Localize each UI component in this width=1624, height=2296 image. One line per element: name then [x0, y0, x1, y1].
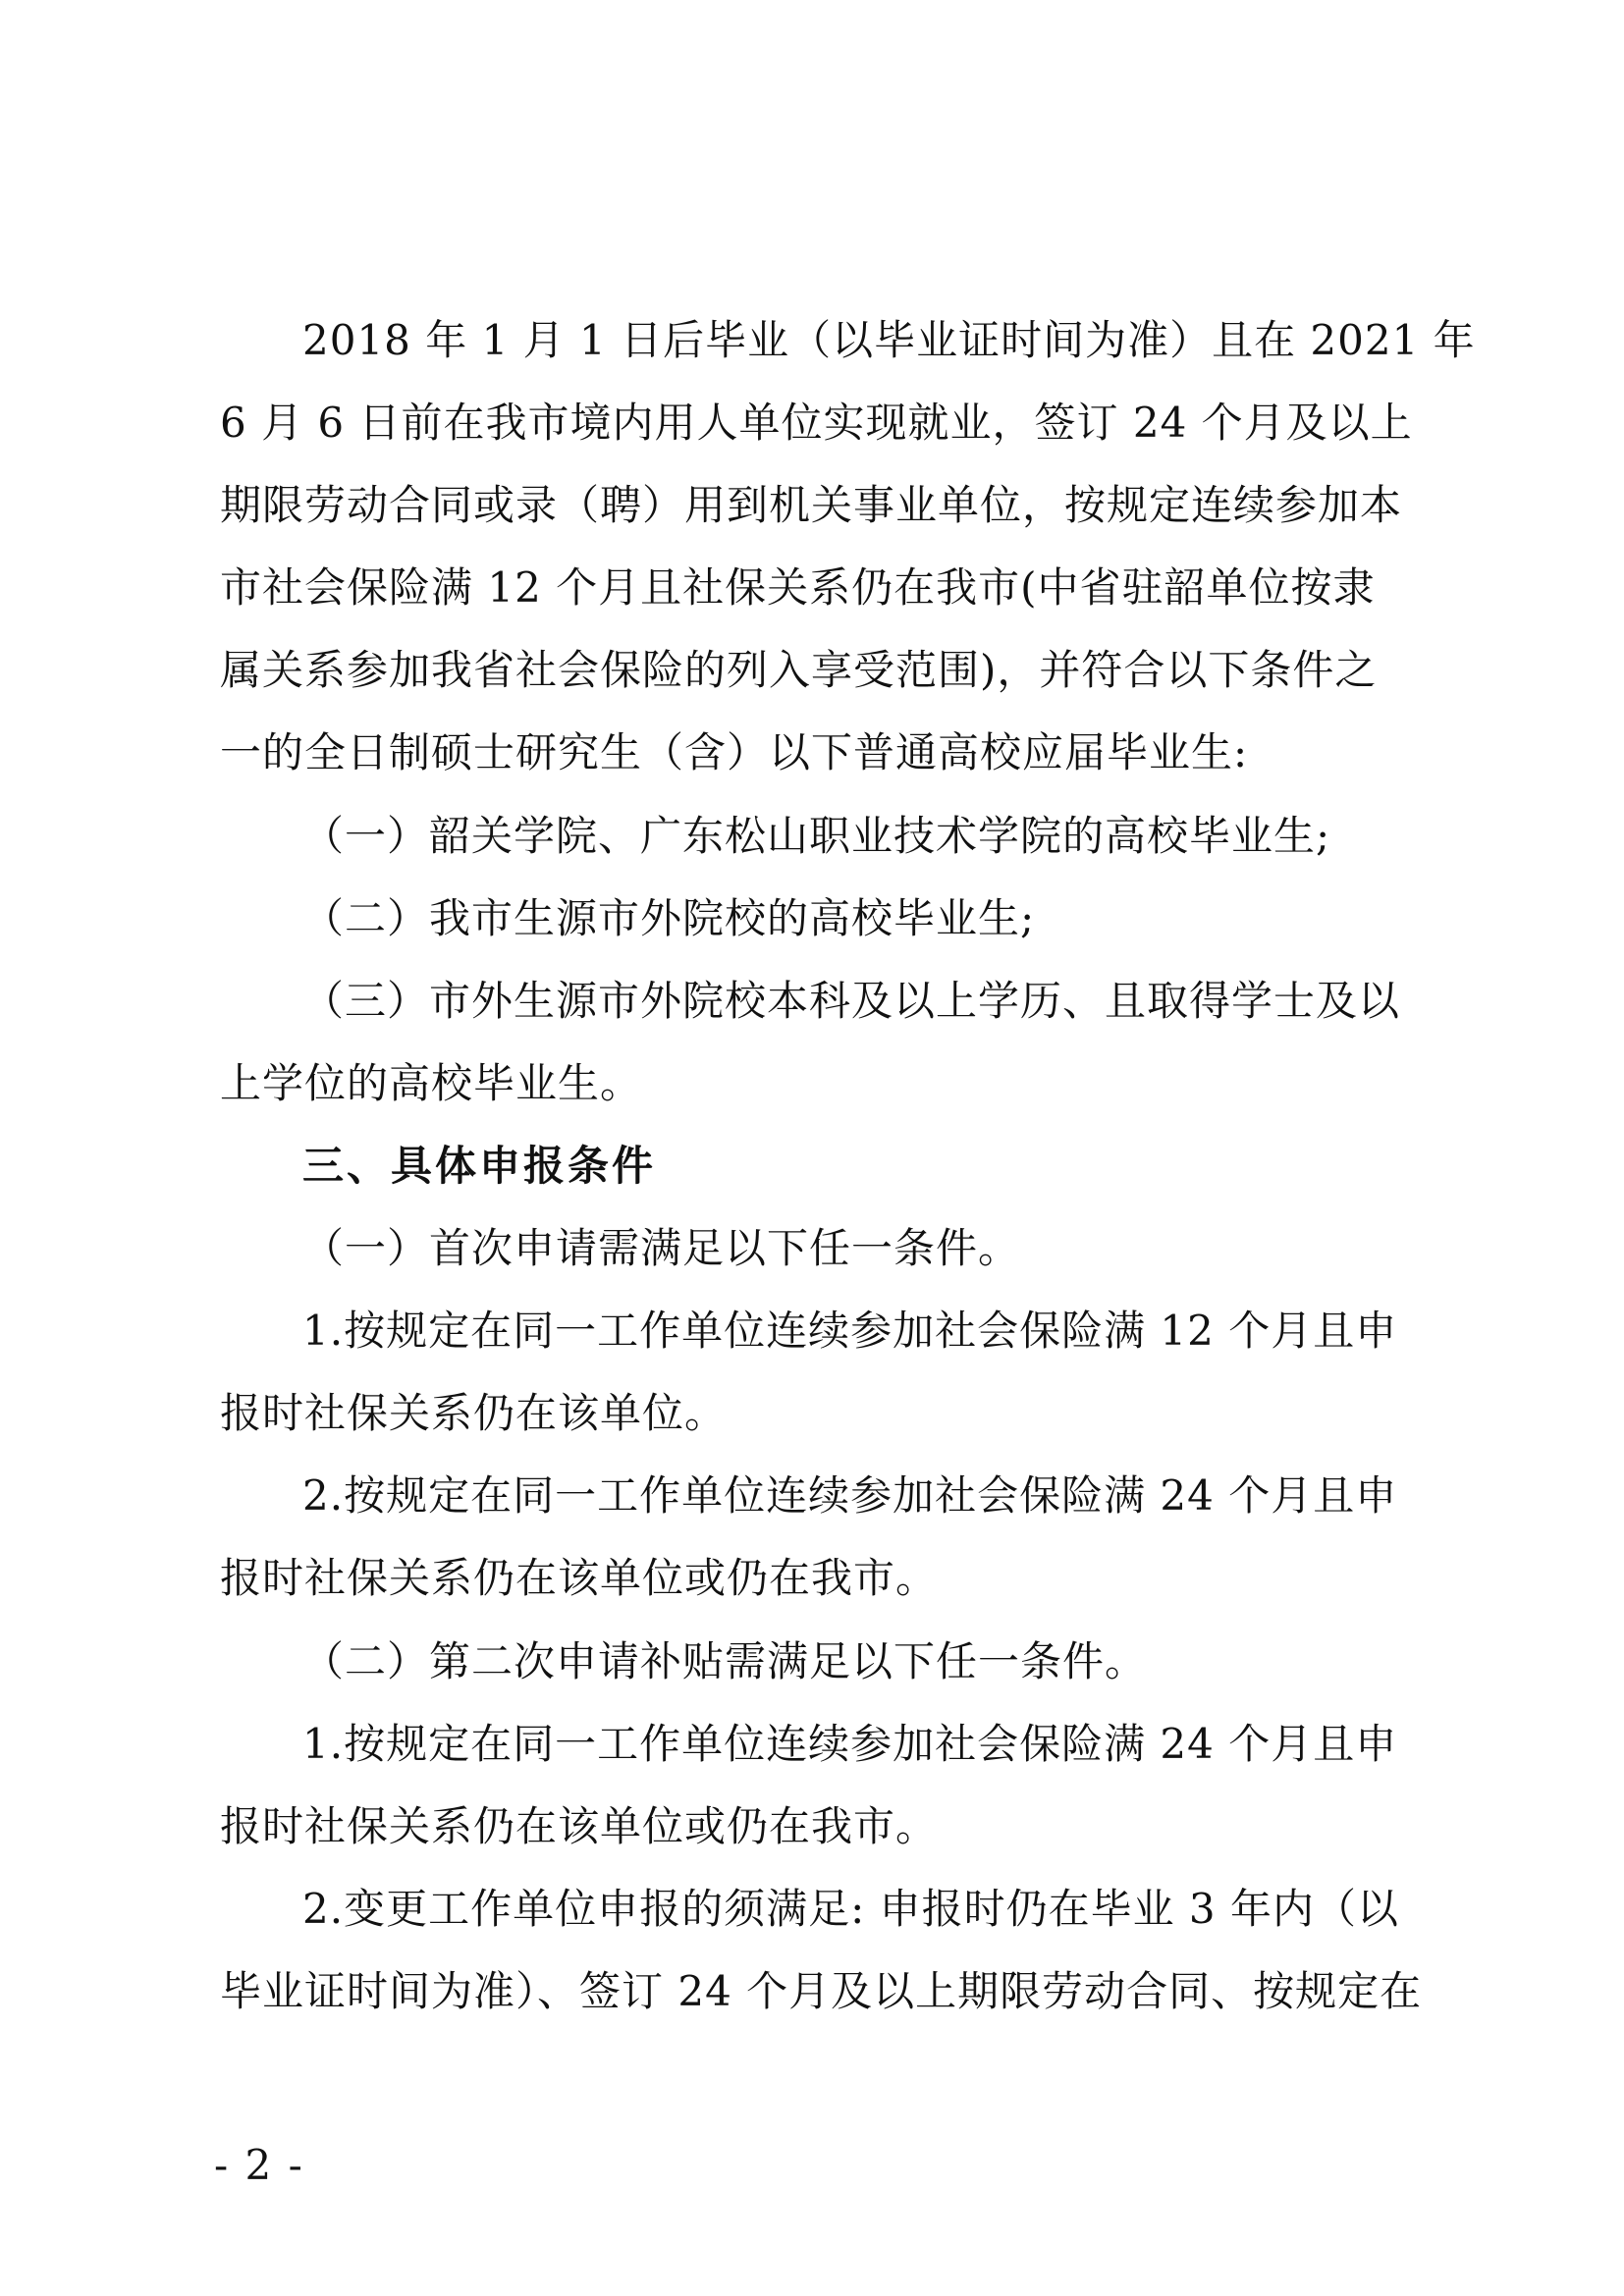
- paragraph-line: 6 月 6 日前在我市境内用人单位实现就业，签订 24 个月及以上: [220, 399, 1413, 448]
- subsection-heading: （一）首次申请需满足以下任一条件。: [302, 1224, 1021, 1273]
- list-item: 2.变更工作单位申报的须满足: 申报时仍在毕业 3 年内（以: [302, 1884, 1399, 1933]
- list-item-continuation: 毕业证时间为准）、签订 24 个月及以上期限劳动合同、按规定在: [220, 1966, 1423, 2015]
- document-body: [220, 299, 1476, 2033]
- list-item: 1.按规定在同一工作单位连续参加社会保险满 12 个月且申: [302, 1307, 1398, 1356]
- section-heading: 三、具体申报条件: [302, 1141, 657, 1190]
- list-item: 1.按规定在同一工作单位连续参加社会保险满 24 个月且申: [302, 1719, 1398, 1768]
- paragraph-line: 期限劳动合同或录（聘）用到机关事业单位，按规定连续参加本: [220, 481, 1403, 530]
- list-item-continuation: 报时社保关系仍在该单位。: [220, 1389, 728, 1438]
- subsection-heading: （二）第二次申请补贴需满足以下任一条件。: [302, 1636, 1148, 1685]
- list-item-continuation: 报时社保关系仍在该单位或仍在我市。: [220, 1801, 939, 1850]
- list-item: （三）市外生源市外院校本科及以上学历、且取得学士及以: [302, 976, 1401, 1025]
- list-item: （二）我市生源市外院校的高校毕业生;: [302, 893, 1036, 942]
- list-item: （一）韶关学院、广东松山职业技术学院的高校毕业生;: [302, 811, 1331, 860]
- paragraph-line: 市社会保险满 12 个月且社保关系仍在我市(中省驻韶单位按隶: [220, 563, 1376, 613]
- list-item: 2.按规定在同一工作单位连续参加社会保险满 24 个月且申: [302, 1471, 1398, 1521]
- paragraph-line: 一的全日制硕士研究生（含）以下普通高校应届毕业生:: [220, 728, 1249, 777]
- page-number: - 2 -: [214, 2141, 304, 2189]
- list-item-continuation: 上学位的高校毕业生。: [220, 1058, 643, 1107]
- paragraph-line: 属关系参加我省社会保险的列入享受范围)，并符合以下条件之: [220, 646, 1378, 695]
- list-item-continuation: 报时社保关系仍在该单位或仍在我市。: [220, 1554, 939, 1603]
- paragraph-line: 2018 年 1 月 1 日后毕业（以毕业证时间为准）且在 2021 年: [302, 316, 1476, 364]
